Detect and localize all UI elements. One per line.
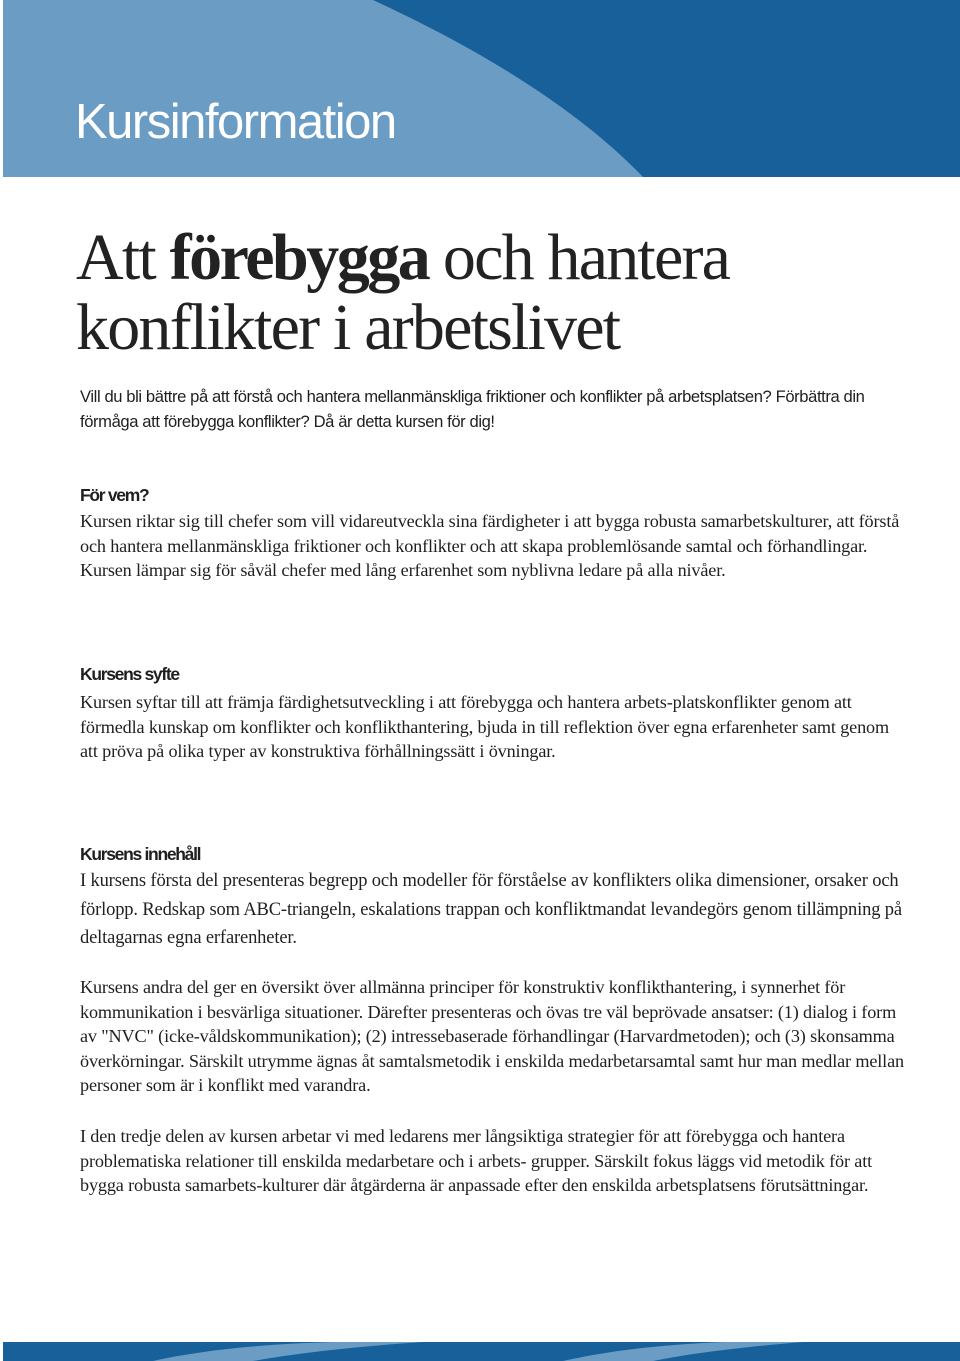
- innehall-p3: I den tredje delen av kursen arbetar vi med ledarens mer långsiktiga strategier för att förebygga och hantera problematiska relationer till enskilda medarbetare och i arbets- grupper. Särskilt fokus läggs vid metodik för att bygga robusta samarbets-kulturer där åtgärderna är anpassade efter den enskilda arbetsplatsens förutsättningar.: [80, 1126, 873, 1195]
- title-line1-pre: Att: [76, 221, 170, 294]
- title-line1-bold: förebygga: [169, 221, 429, 294]
- title-line1-post: och hantera: [428, 221, 730, 294]
- for-vem-body: Kursen riktar sig till chefer som vill vidareutveckla sina färdigheter i att bygga robusta samarbetskulturer, att förstå och hantera mellanmänskliga friktioner och konflikter och att skapa problemlösande samtal och förhandlingar. Kursen lämpar sig för såväl chefer med lång erfarenhet som nyblivna ledare på alla nivåer.: [80, 511, 900, 580]
- syfte-body: Kursen syftar till att främja färdighetsutveckling i att förebygga och hantera arbets-platskonflikter genom att förmedla kunskap om konflikter och konflikthantering, bjuda in till reflektion över egna erfarenheter samt genom att pröva på olika typer av konstruktiva förhållningssätt i övningar.: [80, 692, 889, 761]
- innehall-heading: Kursens innehåll: [80, 844, 201, 864]
- header-title: Kursinformation: [75, 95, 396, 149]
- page-title: [76, 223, 916, 363]
- innehall-p2: Kursens andra del ger en översikt över allmänna principer för konstruktiv konflikthantering, i synnerhet för kommunikation i besvärliga situationer. Därefter presenteras och övas tre väl beprövade ansatser: (1) dialog i form av "NVC" (icke-våldskommunikation); (2) intressebaserade förhandlingar (Harvardmetoden); och (3) skonsamma överkörningar. Särskilt utrymme ägnas åt samtalsmetodik i enskilda medarbetarsamtal samt hur man medlar mellan personer som är i konflikt med varandra.: [80, 977, 904, 1095]
- footer-bar: [3, 1342, 960, 1361]
- header-banner: [3, 0, 960, 177]
- header-wave-graphic: [3, 0, 960, 177]
- intro-paragraph: Vill du bli bättre på att förstå och hantera mellanmänskliga friktioner och konflikter på arbetsplatsen? Förbättra din förmåga att förebygga konflikter? Då är detta kursen för dig!: [80, 387, 865, 431]
- innehall-p1: I kursens första del presenteras begrepp och modeller för förståelse av konflikters olika dimensioner, orsaker och förlopp. Redskap som ABC-triangeln, eskalations trappan och konfliktmandat levandegörs genom tillämpning på deltagarnas egna erfarenheter.: [80, 871, 902, 948]
- for-vem-heading: För vem?: [80, 485, 149, 505]
- syfte-heading: Kursens syfte: [80, 664, 179, 684]
- title-line2: konflikter i arbetslivet: [76, 291, 620, 364]
- footer-wave-graphic: [3, 1342, 960, 1361]
